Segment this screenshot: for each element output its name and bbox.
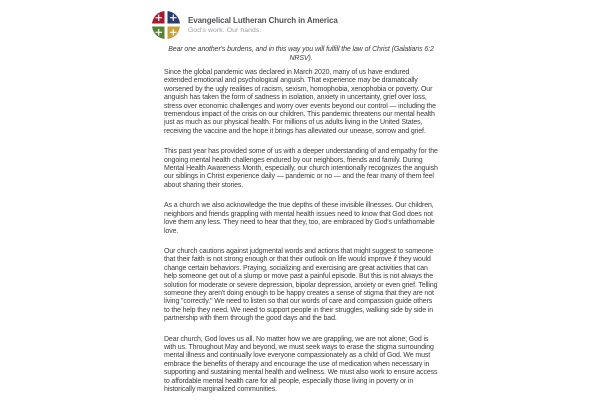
- header-text: [188, 16, 338, 35]
- scripture-quote: Bear one another's burdens, and in this way you will fulfill the law of Christ (Galatians 6:2 NRSV).: [168, 46, 434, 62]
- elca-logo-icon: [151, 10, 181, 40]
- org-name: Evangelical Lutheran Church in America: [188, 15, 338, 25]
- logo-cross: [151, 10, 181, 40]
- document-body: [164, 69, 438, 406]
- body-paragraph: Our church cautions against judgmental words and actions that might suggest to someone that their faith is not strong enough or that their outlook on life would improve if they would change certain behaviors. Praying, socializing and exercising are great activities that can help someone get out of a slump or move past a painful episode. But this is not always the solution for moderate or severe depression, bipolar depression, anxiety or even grief. Telling someone they aren't doing enough to be happy creates a sense of stigma that they are not living "correctly." We need to listen so that our words of care and compassion guide others to the help they need. We need to support people in their struggles, walking side by side in partnership with them through the good days and the bad.: [164, 247, 438, 323]
- body-paragraph: Since the global pandemic was declared in March 2020, many of us have endured extended emotional and psychological anguish. That experience may be dramatically worsened by the ugly realities of racism, sexism, homophobia, xenophobia or poverty. Our anguish has taken the form of sadness in isolation, anxiety in uncertainty, grief over loss, stress over economic challenges and worry over events beyond our control — including the tremendous impact of the crisis on our children. This pandemic threatens our mental health just as much as our physical health. For millions of us adults living in the United States, receiving the vaccine and the hope it brings has alleviated our unease, sorrow and grief.: [164, 69, 436, 135]
- body-paragraph: As a church we also acknowledge the true depths of these invisible illnesses. Our children, neighbors and friends grappling with mental health issues need to know that God does not love them any less. They need to hear that they, too, are embraced by God's unfathomable love.: [164, 202, 435, 235]
- org-tagline: God's work. Our hands.: [188, 27, 262, 35]
- body-paragraph: Dear church, God loves us all. No matter how we are grappling, we are not alone; God is with us. Throughout May and beyond, we must seek ways to erase the stigma surrounding mental illness and continually love everyone compassionately as a child of God. We must embrace the benefits of therapy and encourage the use of medication when necessary in supporting and sustaining mental health and wellness. We must also work to ensure access to affordable mental health care for all people, especially those living in poverty or in historically marginalized communities.: [164, 335, 438, 393]
- header: [151, 10, 338, 40]
- body-paragraph: This past year has provided some of us with a deeper understanding of and empathy for the ongoing mental health challenges endured by our neighbors, friends and family. During Mental Health Awareness Month, especially, our church intentionally recognizes the anguish our siblings in Christ experience daily — pandemic or no — and the fear many of them feel about sharing their stories.: [164, 148, 438, 189]
